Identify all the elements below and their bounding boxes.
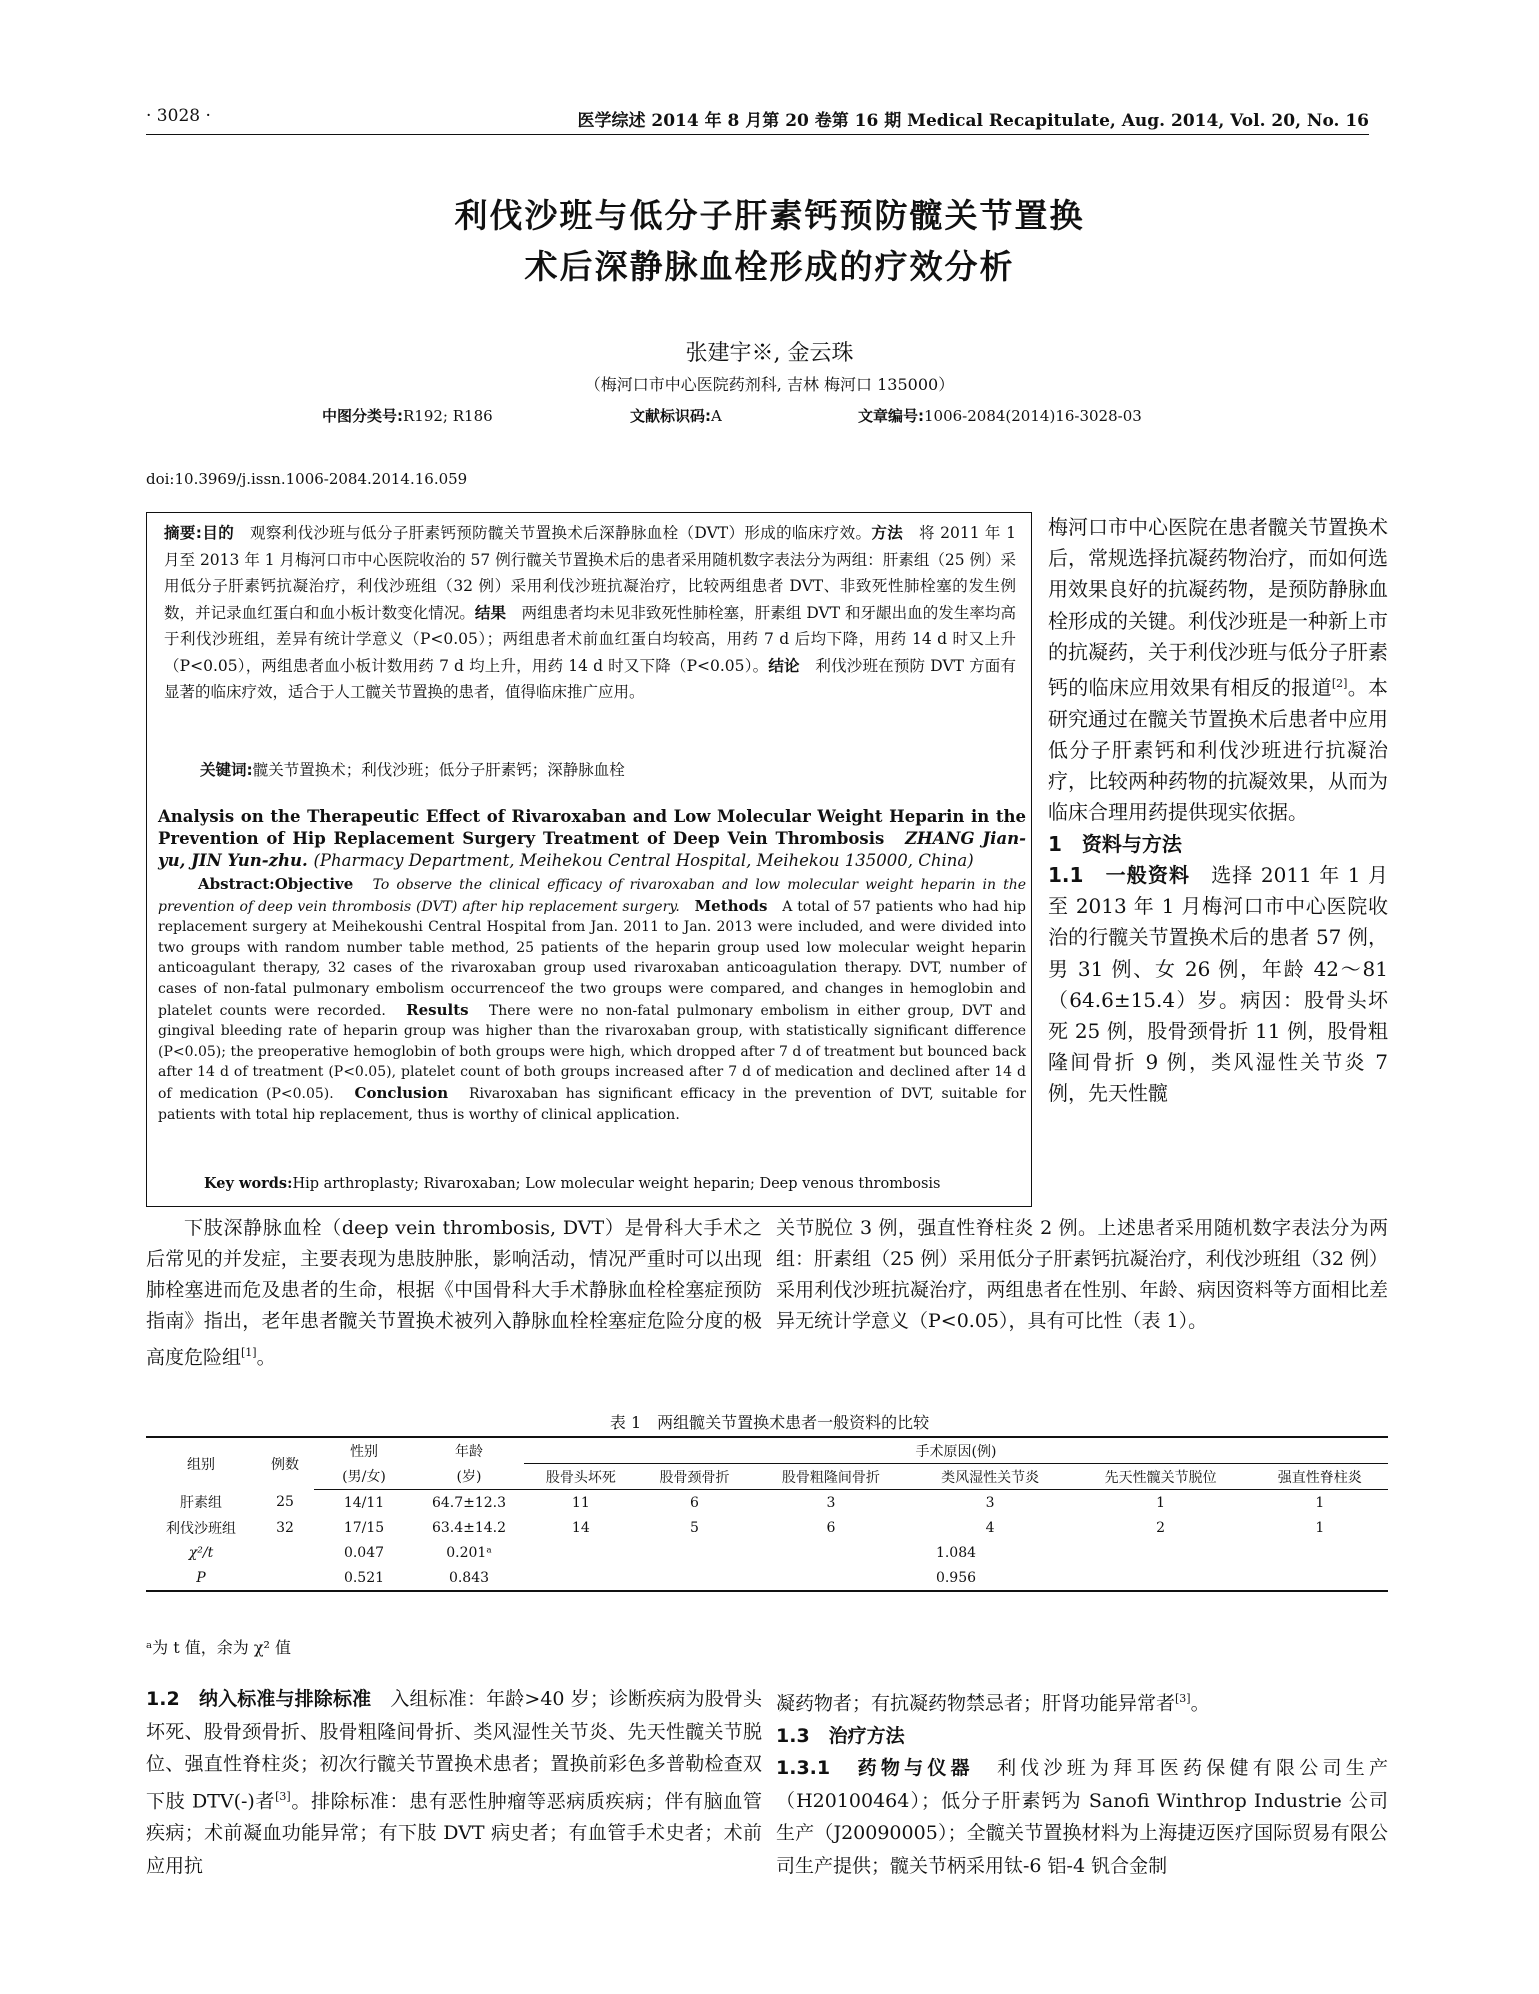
section-1-1-heading: 1.1 一般资料 xyxy=(1048,862,1191,887)
abstract-english: Abstract:Objective To observe the clinical efficacy of rivaroxaban and low molecular weight heparin in the prevention of deep vein thrombosis (DVT) after hip replacement surgery. Methods A total of 57 patients who had hip replacement surgery at Meihekoushi Central Hospital from Jan. 2011 to Jan. 2013 were included, and were divided into two groups with random number table method, 25 patients of the heparin group used low molecular weight heparin anticoagulant therapy, 32 cases of the rivaroxaban group used rivaroxaban anticoagulation therapy. DVT, number of cases of non-fatal pulmonary embolism occurrenceof the two groups were compared, and changes in hemoglobin and platelet counts were recorded. Results There were no non-fatal pulmonary embolism in either group, DVT and gingival bleeding rate of heparin group was higher than the rivaroxaban group, with statistically significant difference (P<0.05); the preoperative hemoglobin of both groups were high, which dropped after 7 d of treatment but bounced back after 14 d of treatment (P<0.05), platelet count of both groups increased after 7 d of medication and declined after 14 d of medication (P<0.05). Conclusion Rivaroxaban has significant efficacy in the prevention of DVT, suitable for patients with total hip replacement, thus is worthy of clinical application. xyxy=(158,875,1027,1123)
th-n: 例数 xyxy=(256,1437,314,1490)
keywords-chinese: 关键词:髋关节置换术；利伐沙班；低分子肝素钙；深静脉血栓 xyxy=(200,761,625,779)
th-cause-2: 股骨颈骨折 xyxy=(638,1464,752,1490)
english-authors: ZHANG Jian-yu, JIN Yun-zhu. xyxy=(158,829,1026,870)
english-title: Analysis on the Therapeutic Effect of Rivaroxaban and Low Molecular Weight Heparin in the Prevention of Hip Replacement Surgery Treatment of Deep Vein Thrombosis ZHANG Jian-yu, JIN Yun-zhu. (Pharmacy Department, Meihekou Central Hospital, Meihekou 135000, China) xyxy=(158,807,1026,870)
table-note: ᵃ为 t 值，余为 χ² 值 xyxy=(146,1638,292,1657)
th-group: 组别 xyxy=(146,1437,256,1490)
intro-paragraph: 下肢深静脉血栓（deep vein thrombosis, DVT）是骨科大手术之后常见的并发症，主要表现为患肢肿胀，影响活动，情况严重时可以出现肺栓塞进而危及患者的生命，根据《中国骨科大手术静脉血栓栓塞症预防指南》指出，老年患者髋关节置换术被列入静脉血栓栓塞症危险分度的极高度危险组[1]。 xyxy=(146,1217,762,1369)
th-cause-3: 股骨粗隆间骨折 xyxy=(751,1464,910,1490)
table-row: 利伐沙班组 32 17/15 63.4±14.2 14 5 6 4 2 1 xyxy=(166,1519,1325,1537)
section-1-3-heading: 1.3 治疗方法 xyxy=(776,1724,905,1747)
th-age: 年龄 xyxy=(414,1437,524,1464)
title-line-2: 术后深静脉血栓形成的疗效分析 xyxy=(524,247,1015,286)
section-1-3-1-heading: 1.3.1 药物与仪器 xyxy=(776,1757,974,1780)
section-1-1-continued: 关节脱位 3 例，强直性脊柱炎 2 例。上述患者采用随机数字表法分为两组：肝素组（25 例）采用低分子肝素钙抗凝治疗，利伐沙班组（32 例）采用利伐沙班抗凝治疗，两组患者在性别、年龄、病因资料等方面相比差异无统计学意义（P<0.05），具有可比性（表 1）。 xyxy=(776,1217,1388,1332)
th-cause-1: 股骨头坏死 xyxy=(524,1464,638,1490)
table-row: 肝素组 25 14/11 64.7±12.3 11 6 3 3 1 1 xyxy=(180,1494,1325,1512)
abstract-chinese: 摘要:目的 观察利伐沙班与低分子肝素钙预防髋关节置换术后深静脉血栓（DVT）形成的临床疗效。方法 将 2011 年 1 月至 2013 年 1 月梅河口市中心医院收治的 57 例行髋关节置换术后的患者采用随机数字表法分为两组：肝素组（25 例）采用低分子肝素钙抗凝治疗，利伐沙班组（32 例）采用利伐沙班抗凝治疗，比较两组患者 DVT、非致死性肺栓塞的发生例数，并记录血红蛋白和血小板计数变化情况。结果 两组患者均未见非致死性肺栓塞，肝素组 DVT 和牙龈出血的发生率均高于利伐沙班组，差异有统计学意义（P<0.05）；两组患者术前血红蛋白均较高，用药 7 d 后均下降，用药 14 d 时又上升（P<0.05），两组患者血小板计数用药 7 d 均上升，用药 14 d 时又下降（P<0.05）。结论 利伐沙班在预防 DVT 方面有显著的临床疗效，适合于人工髋关节置换的患者，值得临床推广应用。 xyxy=(164,524,1016,701)
section-1-2-continued: 凝药物者；有抗凝药物禁忌者；肝肾功能异常者[3]。 1.3 治疗方法 1.3.1 药物与仪器 利伐沙班为拜耳医药保健有限公司生产（H20100464）；低分子肝素钙为 Sanofi Winthrop Industrie 公司生产（J20090005）；全髋关节置换材料为上海捷迈医疗国际贸易有限公司生产提供；髋关节柄采用钛-6 铝-4 钒合金制 xyxy=(776,1692,1388,1877)
table-row-stat: χ²/t 0.047 0.201ᵃ 1.084 xyxy=(188,1544,977,1561)
th-sex: 性别 xyxy=(314,1437,414,1464)
doi: doi:10.3969/j.issn.1006-2084.2014.16.059 xyxy=(146,470,468,488)
section-1-2-heading: 1.2 纳入标准与排除标准 xyxy=(146,1688,372,1710)
table-caption: 表 1 两组髋关节置换术患者一般资料的比较 xyxy=(609,1413,930,1432)
th-cause-4: 类风湿性关节炎 xyxy=(911,1464,1070,1490)
page-number: · 3028 · xyxy=(146,106,211,126)
article-number: 文章编号:1006-2084(2014)16-3028-03 xyxy=(858,407,1142,425)
title-line-1: 利伐沙班与低分子肝素钙预防髋关节置换 xyxy=(454,196,1085,235)
th-sex-sub: (男/女) xyxy=(314,1464,414,1490)
th-age-sub: (岁) xyxy=(414,1464,524,1490)
affiliation: （梅河口市中心医院药剂科, 吉林 梅河口 135000） xyxy=(584,375,955,394)
document-code: 文献标识码:A xyxy=(630,407,722,425)
table-1 xyxy=(146,1436,1388,1592)
th-cause-5: 先天性髋关节脱位 xyxy=(1070,1464,1252,1490)
th-cause: 手术原因(例) xyxy=(524,1437,1388,1464)
english-affiliation: (Pharmacy Department, Meihekou Central Hospital, Meihekou 135000, China) xyxy=(313,851,974,870)
th-cause-6: 强直性脊柱炎 xyxy=(1252,1464,1388,1490)
section-1-2: 1.2 纳入标准与排除标准 入组标准：年龄>40 岁；诊断疾病为股骨头坏死、股骨颈骨折、股骨粗隆间骨折、类风湿性关节炎、先天性髋关节脱位、强直性脊柱炎；初次行髋关节置换术患者；置换前彩色多普勒检查双下肢 DTV(-)者[3]。排除标准：患有恶性肿瘤等恶病质疾病；伴有脑血管疾病；术前凝血功能异常；有下肢 DVT 病史者；有血管手术史者；术前应用抗 xyxy=(146,1688,762,1877)
journal-header: 医学综述 2014 年 8 月第 20 卷第 16 期 Medical Recapitulate, Aug. 2014, Vol. 20, No. 16 xyxy=(577,111,1369,131)
clc-number: 中图分类号:R192; R186 xyxy=(322,407,493,425)
authors: 张建宇※, 金云珠 xyxy=(685,341,854,366)
header-rule xyxy=(146,134,1369,135)
section-1-heading: 1 资料与方法 xyxy=(1048,831,1182,856)
table-row-p: P 0.521 0.843 0.956 xyxy=(146,1565,1388,1591)
keywords-english: Key words:Hip arthroplasty; Rivaroxaban; Low molecular weight heparin; Deep venous thrombosis xyxy=(204,1175,941,1192)
right-column-text: 梅河口市中心医院在患者髋关节置换术后，常规选择抗凝药物治疗，而如何选用效果良好的抗凝药物，是预防静脉血栓形成的关键。利伐沙班是一种新上市的抗凝药，关于利伐沙班与低分子肝素钙的临床应用效果有相反的报道[2]。本研究通过在髋关节置换术后患者中应用低分子肝素钙和利伐沙班进行抗凝治疗，比较两种药物的抗凝效果，从而为临床合理用药提供现实依据。 1 资料与方法 1.1 一般资料 选择 2011 年 1 月至 2013 年 1 月梅河口市中心医院收治的行髋关节置换术后的患者 57 例，男 31 例、女 26 例，年龄 42～81（64.6±15.4）岁。病因：股骨头坏死 25 例，股骨颈骨折 11 例，股骨粗隆间骨折 9 例，类风湿性关节炎 7 例，先天性髋 xyxy=(1048,515,1389,1106)
